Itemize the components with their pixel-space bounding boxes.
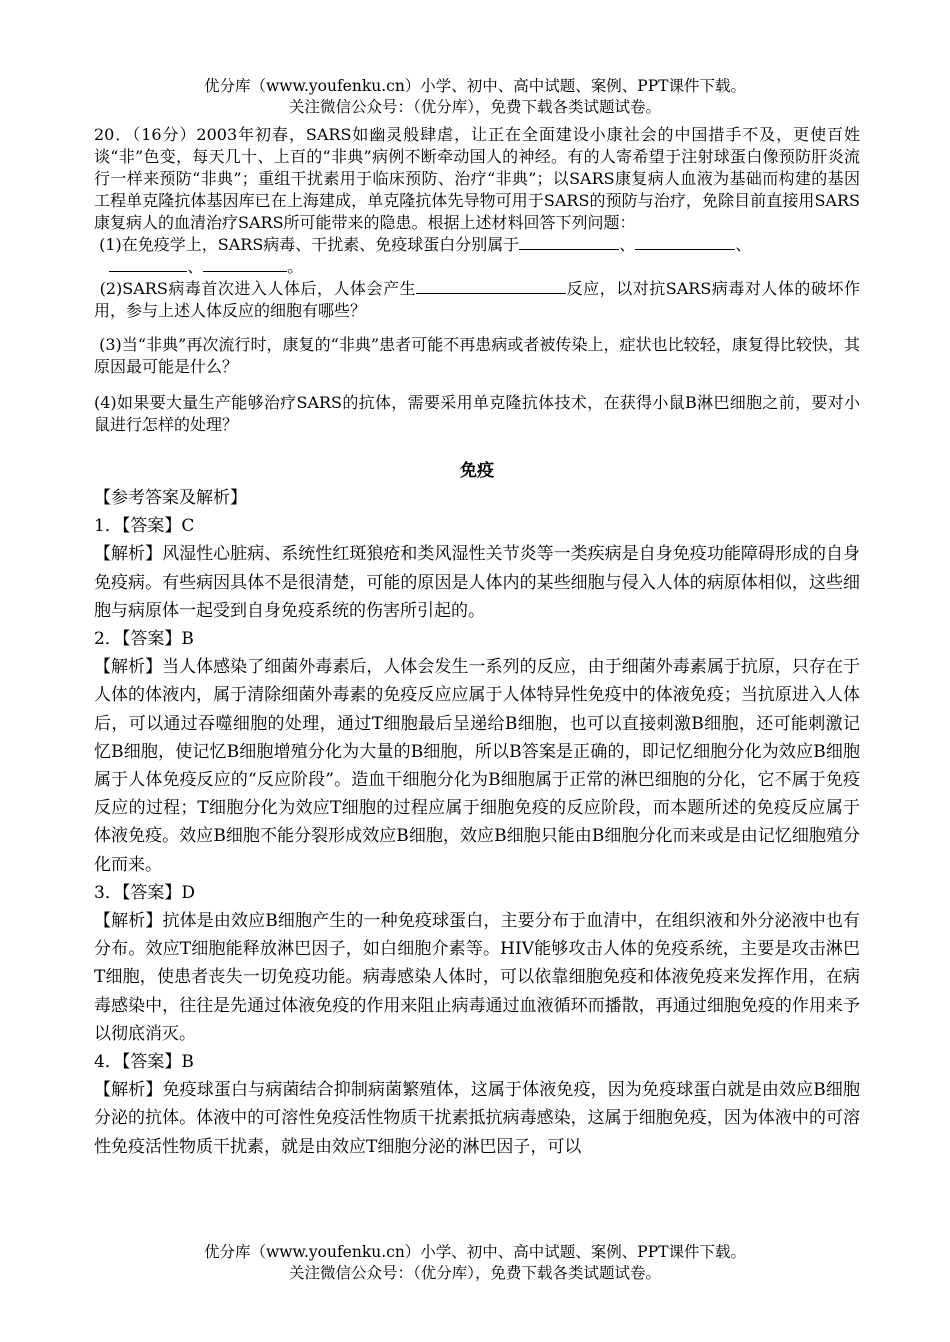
answer-blank[interactable] bbox=[203, 256, 287, 272]
question-20-part-3: (3)当“非典”再次流行时，康复的“非典”患者可能不再患病或者被传染上，症状也比较轻，康复得比较快，其原因最可能是什么？ bbox=[94, 335, 860, 376]
explanation-2: 【解析】当人体感染了细菌外毒素后，人体会发生一系列的反应，由于细菌外毒素属于抗原，只存在于人体的体液内，属于清除细菌外毒素的免疫反应应属于人体特异性免疫中的体液免疫；当抗原进入人体后，可以通过吞噬细胞的处理，通过T细胞最后呈递给B细胞，也可以直接刺激B细胞，还可能刺激记忆B细胞，使记忆B细胞增殖分化为大量的B细胞，所以B答案是正确的，即记忆细胞分化为效应B细胞属于人体免疫反应的“反应阶段”。造血干细胞分化为B细胞属于正常的淋巴细胞的分化，它不属于免疫反应的过程；T细胞分化为效应T细胞的过程应属于细胞免疫的反应阶段，而本题所述的免疫反应属于体液免疫。效应B细胞不能分裂形成效应B细胞，效应B细胞只能由B细胞分化而来或是由记忆细胞殖分化而来。 bbox=[94, 657, 860, 875]
question-20-part-1: (1)在免疫学上，SARS病毒、干扰素、免疫球蛋白分别属于 、 、 、 。 bbox=[99, 235, 752, 276]
answer-section bbox=[94, 484, 860, 1161]
answer-3: 3．【答案】D bbox=[94, 882, 195, 903]
answer-1: 1．【答案】C bbox=[94, 516, 195, 537]
answer-2: 2．【答案】B bbox=[94, 629, 194, 650]
question-20-intro: 20．（16分）2003年初春，SARS如幽灵般肆虐，让正在全面建设小康社会的中国措手不及，更使百姓谈“非”色变，每天几十、上百的“非典”病例不断牵动国人的神经。有的人寄希望于注射球蛋白像预防肝炎流行一样来预防“非典”；重组干扰素用于临床预防、治疗“非典”；以SARS康复病人血液为基础而构建的基因工程单克隆抗体基因库已在上海建成，单克隆抗体先导物可用于SARS的预防与治疗，免除目前直接用SARS康复病人的血清治疗SARS所可能带来的隐患。根据上述材料回答下列问题： bbox=[94, 125, 860, 232]
answer-blank[interactable] bbox=[416, 278, 566, 294]
explanation-3: 【解析】抗体是由效应B细胞产生的一种免疫球蛋白，主要分布于血清中，在组织液和外分泌液中也有分布。效应T细胞能释放淋巴因子，如白细胞介素等。HIV能够攻击人体的免疫系统，主要是攻击淋巴T细胞，使患者丧失一切免疫功能。病毒感染人体时，可以依靠细胞免疫和体液免疫来发挥作用，在病毒感染中，往往是先通过体液免疫的作用来阻止病毒通过血液循环而播散，再通过细胞免疫的作用来予以彻底消灭。 bbox=[94, 911, 860, 1044]
question-20-part-4: (4)如果要大量生产能够治疗SARS的抗体，需要采用单克隆抗体技术，在获得小鼠B淋巴细胞之前，要对小鼠进行怎样的处理？ bbox=[94, 393, 860, 434]
explanation-4: 【解析】免疫球蛋白与病菌结合抑制病菌繁殖体，这属于体液免疫，因为免疫球蛋白就是由效应B细胞分泌的抗体。体液中的可溶性免疫活性物质干扰素抵抗病毒感染，这属于细胞免疫，因为体液中的可溶性免疫活性物质干扰素，就是由效应T细胞分泌的淋巴因子，可以 bbox=[94, 1080, 860, 1157]
footer-line-2: 关注微信公众号：（优分库），免费下载各类试题试卷。 bbox=[288, 1264, 661, 1282]
question-20-part-2: (2)SARS病毒首次进入人体后，人体会产生 反应，以对抗SARS病毒对人体的破坏作用，参与上述人体反应的细胞有哪些？ bbox=[94, 279, 860, 320]
section-title: 免疫 bbox=[460, 461, 494, 481]
footer-line-1: 优分库（www.youfenku.cn）小学、初中、高中试题、案例、PPT课件下载。 bbox=[203, 1243, 747, 1261]
answer-blank[interactable] bbox=[109, 256, 187, 272]
answer-blank[interactable] bbox=[519, 234, 619, 250]
page-content bbox=[94, 124, 860, 1161]
header-line-2: 关注微信公众号：（优分库），免费下载各类试题试卷。 bbox=[288, 98, 661, 116]
question-20 bbox=[94, 124, 860, 436]
page-footer bbox=[0, 1242, 950, 1284]
answers-heading: 【参考答案及解析】 bbox=[94, 488, 247, 508]
answer-blank[interactable] bbox=[635, 234, 735, 250]
answer-4: 4．【答案】B bbox=[94, 1052, 194, 1073]
page-header bbox=[0, 76, 950, 118]
header-line-1: 优分库（www.youfenku.cn）小学、初中、高中试题、案例、PPT课件下载。 bbox=[203, 77, 747, 95]
explanation-1: 【解析】风湿性心脏病、系统性红斑狼疮和类风湿性关节炎等一类疾病是自身免疫功能障碍形成的自身免疫病。有些病因具体不是很清楚，可能的原因是人体内的某些细胞与侵入人体的病原体相似，这些细胞与病原体一起受到自身免疫系统的伤害所引起的。 bbox=[94, 544, 860, 621]
